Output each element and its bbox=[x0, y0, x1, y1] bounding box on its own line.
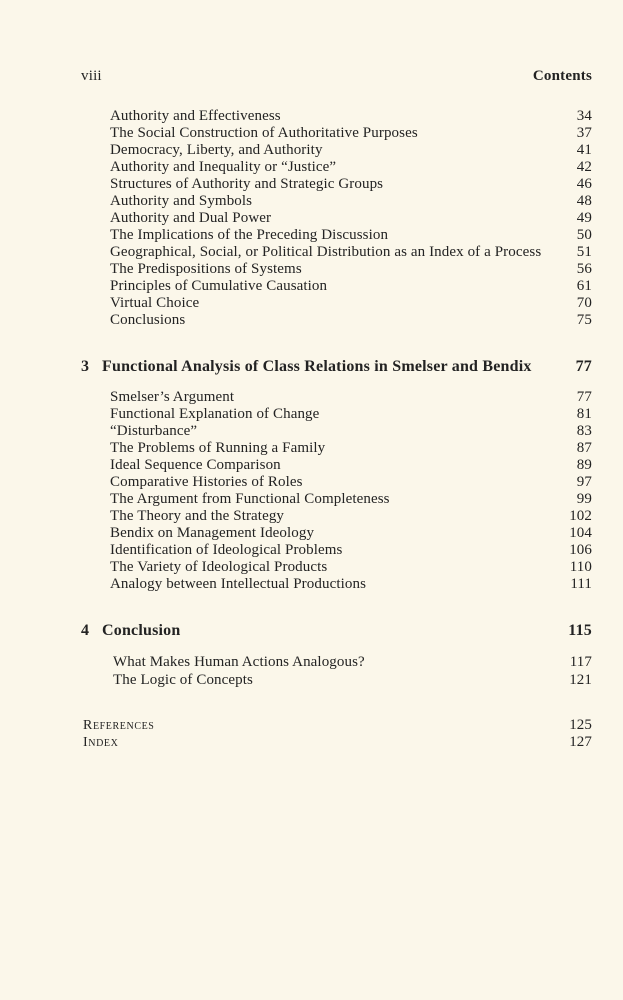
toc-entry-page: 41 bbox=[576, 142, 592, 158]
toc-entry-title: Conclusions bbox=[110, 312, 186, 328]
toc-entry-title: Authority and Dual Power bbox=[110, 210, 272, 226]
toc-entry-title: Structures of Authority and Strategic Groups bbox=[110, 176, 384, 192]
toc-entry[interactable] bbox=[0, 142, 623, 159]
toc-entry-title: What Makes Human Actions Analogous? bbox=[113, 654, 365, 670]
toc-entry-title: Virtual Choice bbox=[110, 295, 200, 311]
toc-entry-page: 125 bbox=[569, 717, 592, 733]
toc-entry-title: Identification of Ideological Problems bbox=[110, 542, 343, 558]
toc-entry-page: 70 bbox=[576, 295, 592, 311]
toc-entry-page: 117 bbox=[569, 654, 592, 670]
toc-entry[interactable] bbox=[0, 312, 623, 329]
toc-entry[interactable] bbox=[0, 457, 623, 474]
toc-entry[interactable] bbox=[0, 542, 623, 559]
toc-entry-page: 42 bbox=[576, 159, 592, 175]
toc-entry[interactable] bbox=[0, 244, 623, 261]
toc-entry[interactable] bbox=[0, 159, 623, 176]
toc-entry-page: 61 bbox=[576, 278, 592, 294]
toc-entry-page: 81 bbox=[576, 406, 592, 422]
chapter-number: 3 bbox=[81, 358, 90, 375]
toc-entry[interactable] bbox=[0, 176, 623, 193]
toc-entry-title: Ideal Sequence Comparison bbox=[110, 457, 281, 473]
running-header bbox=[81, 68, 592, 88]
toc-entry[interactable] bbox=[0, 474, 623, 491]
toc-entry[interactable] bbox=[0, 210, 623, 227]
toc-entry-title: Principles of Cumulative Causation bbox=[110, 278, 328, 294]
toc-entry[interactable] bbox=[0, 295, 623, 312]
toc-entry-page: 75 bbox=[576, 312, 592, 328]
chapter-title: Conclusion bbox=[102, 622, 181, 639]
toc-entry-index[interactable] bbox=[0, 734, 623, 751]
toc-entry[interactable] bbox=[0, 672, 623, 689]
toc-entry-references[interactable] bbox=[0, 717, 623, 734]
toc-entry-title: Democracy, Liberty, and Authority bbox=[110, 142, 323, 158]
toc-entry[interactable] bbox=[0, 193, 623, 210]
toc-entry[interactable] bbox=[0, 406, 623, 423]
toc-entry-title: Analogy between Intellectual Productions bbox=[110, 576, 367, 592]
chapter-3-heading[interactable] bbox=[0, 356, 623, 378]
toc-entry[interactable] bbox=[0, 389, 623, 406]
toc-entry-title: The Variety of Ideological Products bbox=[110, 559, 328, 575]
toc-entry-title: Authority and Effectiveness bbox=[110, 108, 281, 124]
toc-entry-page: 104 bbox=[569, 525, 592, 541]
toc-entry-title: Geographical, Social, or Political Distribution as an Index of a Process bbox=[110, 244, 542, 260]
toc-entry[interactable] bbox=[0, 525, 623, 542]
toc-entry-page: 51 bbox=[576, 244, 592, 260]
toc-entry-page: 106 bbox=[569, 542, 592, 558]
toc-entry-title: References bbox=[83, 718, 155, 733]
toc-entry[interactable] bbox=[0, 261, 623, 278]
toc-entry-page: 111 bbox=[570, 576, 592, 592]
toc-entry-title: Bendix on Management Ideology bbox=[110, 525, 315, 541]
toc-entry[interactable] bbox=[0, 227, 623, 244]
toc-entry[interactable] bbox=[0, 491, 623, 508]
toc-entry-title: Authority and Symbols bbox=[110, 193, 253, 209]
chapter-4-heading[interactable] bbox=[0, 620, 623, 642]
toc-entry-page: 121 bbox=[569, 672, 592, 688]
toc-entry[interactable] bbox=[0, 654, 623, 671]
toc-entry-page: 48 bbox=[576, 193, 592, 209]
toc-entry[interactable] bbox=[0, 423, 623, 440]
toc-entry-title: Smelser’s Argument bbox=[110, 389, 235, 405]
toc-entry-page: 99 bbox=[576, 491, 592, 507]
toc-entry-page: 102 bbox=[569, 508, 592, 524]
toc-entry-page: 46 bbox=[576, 176, 592, 192]
chapter-number: 4 bbox=[81, 622, 90, 639]
toc-entry[interactable] bbox=[0, 508, 623, 525]
chapter-title: Functional Analysis of Class Relations in Smelser and Bendix bbox=[102, 358, 532, 375]
toc-entry-title: The Problems of Running a Family bbox=[110, 440, 326, 456]
toc-entry-page: 56 bbox=[576, 261, 592, 277]
toc-entry[interactable] bbox=[0, 125, 623, 142]
chapter-page: 77 bbox=[575, 358, 592, 375]
toc-entry-title: The Argument from Functional Completeness bbox=[110, 491, 390, 507]
toc-entry-title: The Predispositions of Systems bbox=[110, 261, 302, 277]
toc-entry[interactable] bbox=[0, 278, 623, 295]
chapter-page: 115 bbox=[568, 622, 592, 639]
toc-entry[interactable] bbox=[0, 576, 623, 593]
toc-entry-title: Authority and Inequality or “Justice” bbox=[110, 159, 337, 175]
running-title: Contents bbox=[532, 68, 592, 84]
toc-entry[interactable] bbox=[0, 559, 623, 576]
toc-entry-page: 89 bbox=[576, 457, 592, 473]
toc-entry-title: Index bbox=[83, 735, 119, 750]
toc-entry-title: “Disturbance” bbox=[110, 423, 198, 439]
toc-entry-title: The Theory and the Strategy bbox=[110, 508, 285, 524]
toc-entry-page: 37 bbox=[576, 125, 592, 141]
toc-entry-page: 87 bbox=[576, 440, 592, 456]
toc-entry-page: 83 bbox=[576, 423, 592, 439]
toc-entry-title: The Social Construction of Authoritative Purposes bbox=[110, 125, 418, 141]
toc-entry-page: 110 bbox=[569, 559, 592, 575]
toc-entry-page: 49 bbox=[576, 210, 592, 226]
toc-entry-title: Comparative Histories of Roles bbox=[110, 474, 303, 490]
toc-entry-title: Functional Explanation of Change bbox=[110, 406, 320, 422]
toc-entry[interactable] bbox=[0, 440, 623, 457]
toc-entry-page: 34 bbox=[576, 108, 592, 124]
toc-entry[interactable] bbox=[0, 108, 623, 125]
toc-entry-title: The Logic of Concepts bbox=[113, 672, 253, 688]
toc-entry-page: 127 bbox=[569, 734, 592, 750]
toc-entry-page: 77 bbox=[576, 389, 592, 405]
page-number: viii bbox=[81, 68, 102, 84]
toc-entry-page: 50 bbox=[576, 227, 592, 243]
toc-entry-title: The Implications of the Preceding Discussion bbox=[110, 227, 389, 243]
toc-entry-page: 97 bbox=[576, 474, 592, 490]
